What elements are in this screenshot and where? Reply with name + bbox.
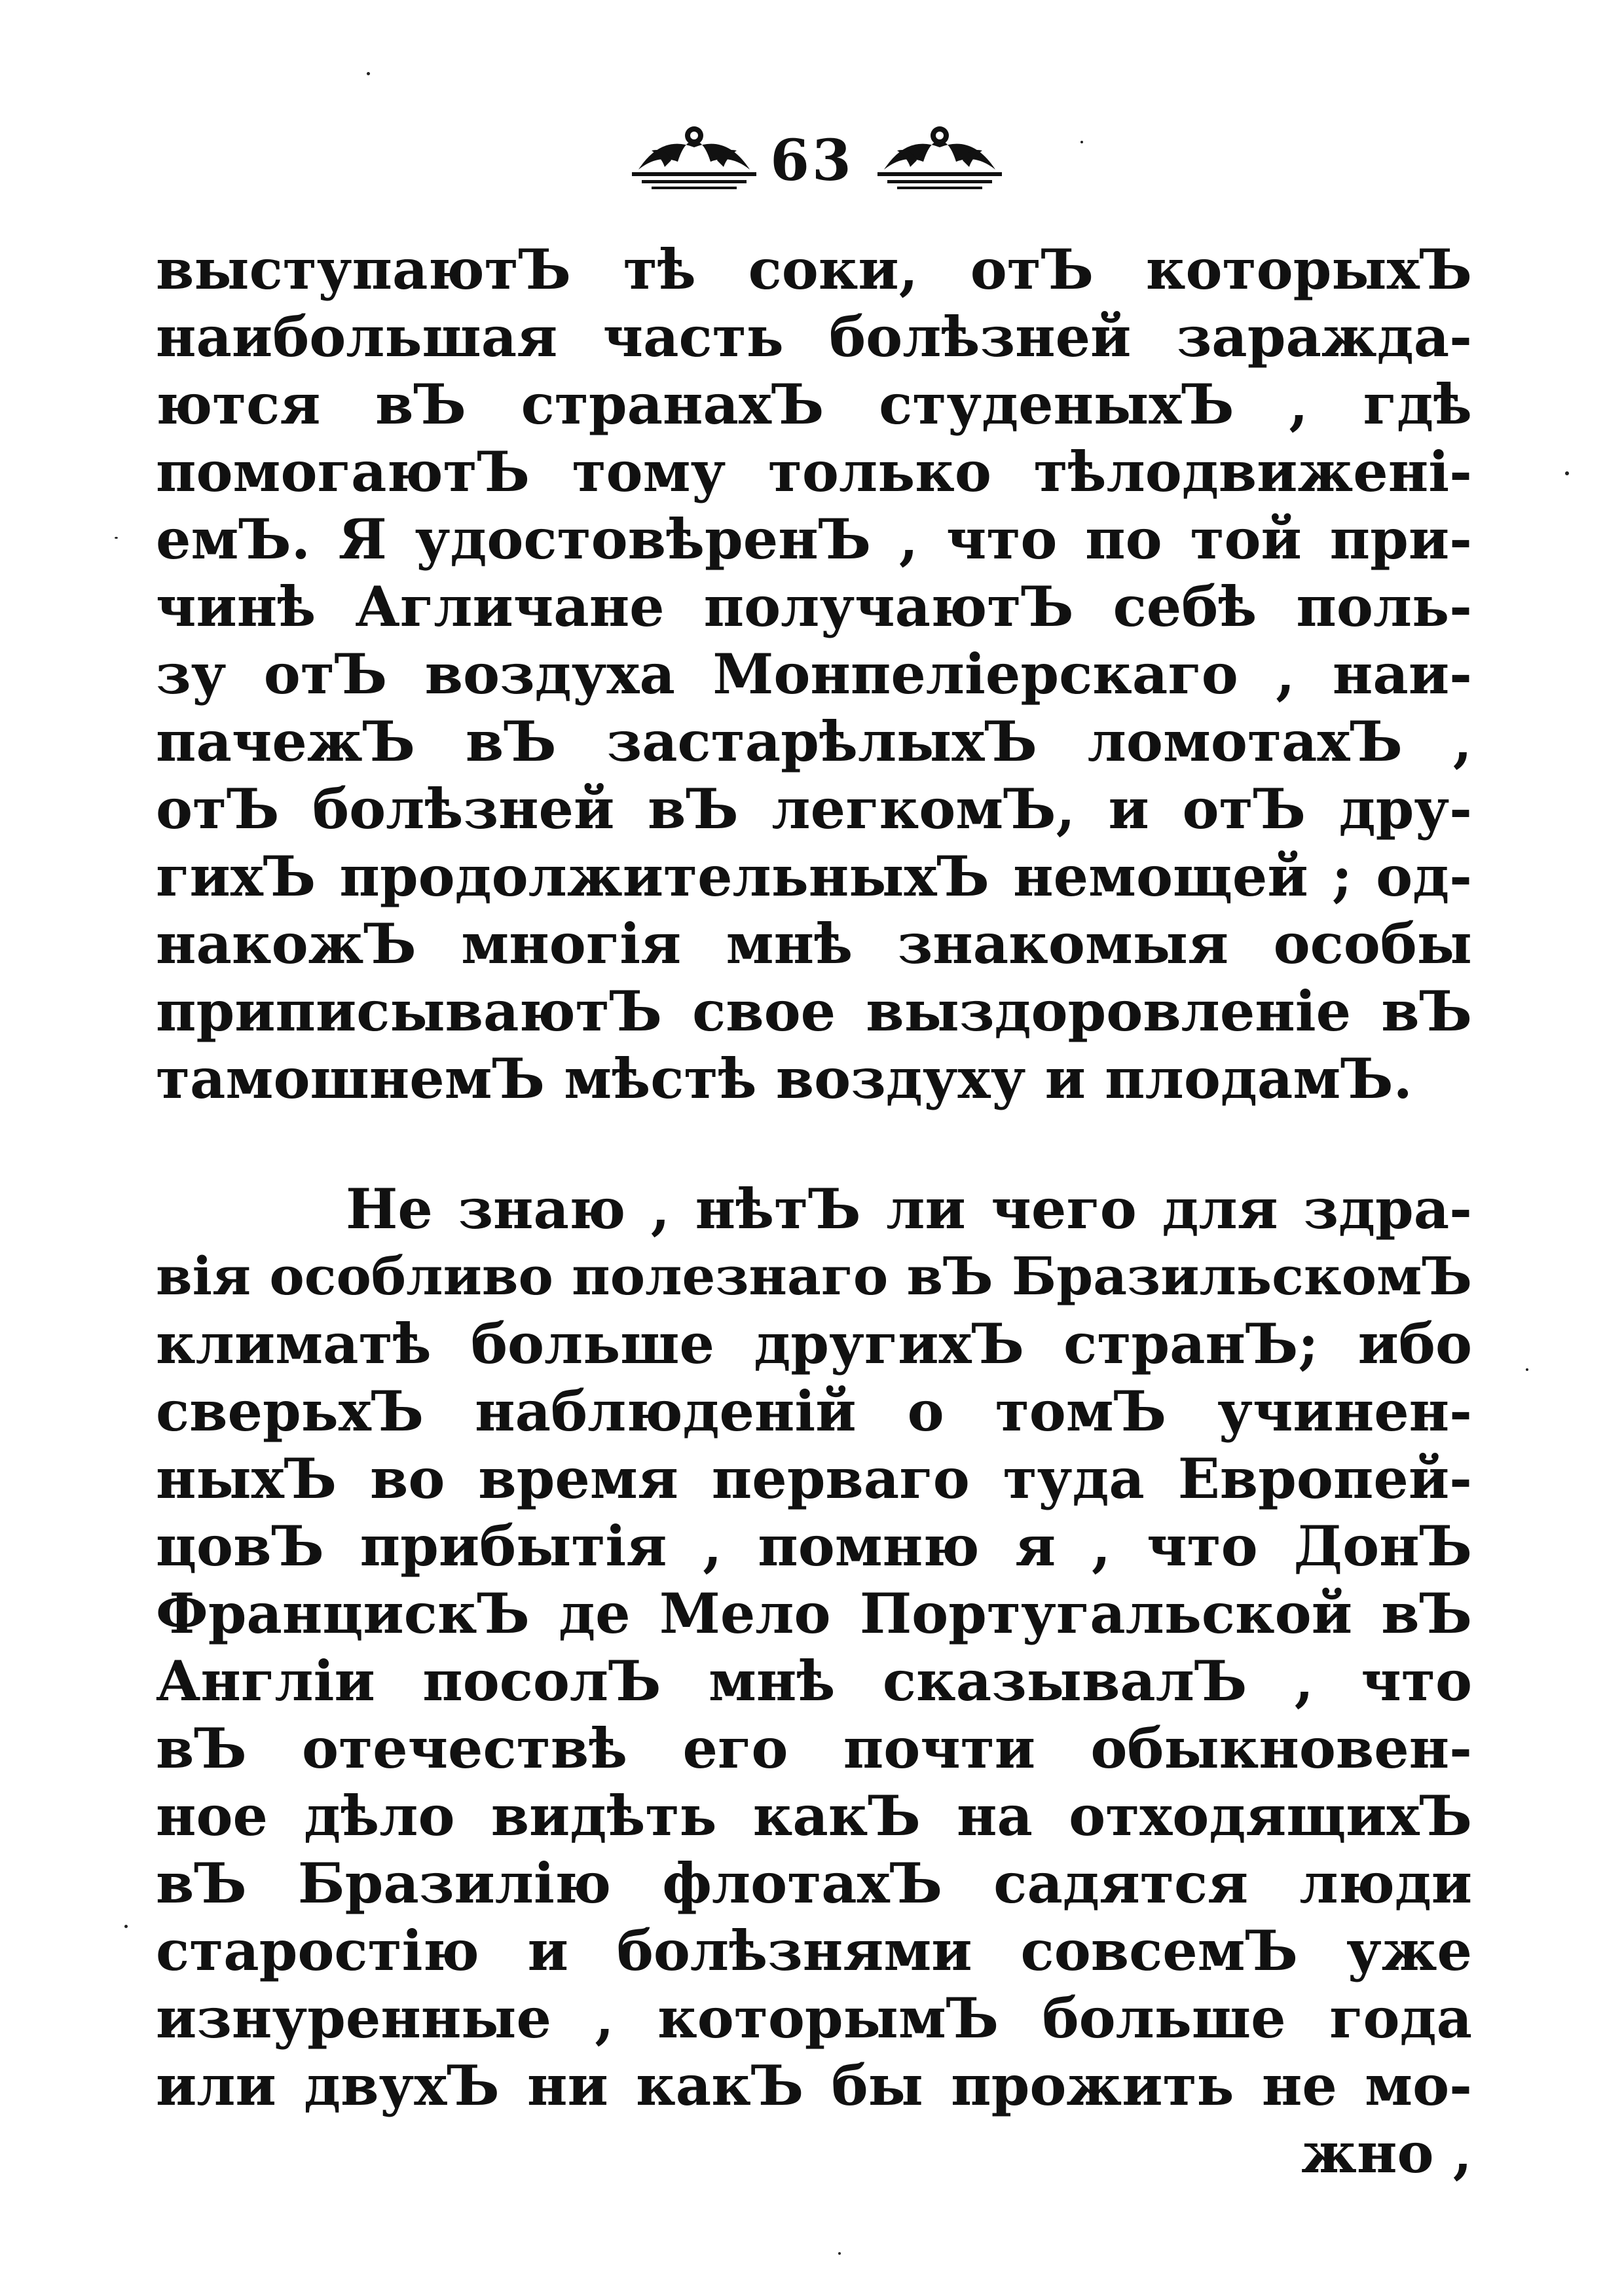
catchword: жно , — [1301, 2121, 1472, 2185]
text-line: ются вЪ странахЪ студеныхЪ , гдѣ — [156, 372, 1472, 437]
text-line: ное дѣло видѣть какЪ на отходящихЪ — [156, 1783, 1472, 1848]
paragraph-2 — [156, 1175, 1472, 2187]
text-line: наибольшая часть болѣзней зараждa- — [156, 304, 1472, 369]
text-line: вЪ Бразилiю флотахЪ садятся люди — [156, 1851, 1472, 1916]
text-line: старостiю и болѣзнями совсемЪ уже — [156, 1918, 1472, 1983]
paragraph-1 — [156, 236, 1472, 1112]
fleuron-ornament-right-icon — [871, 121, 1008, 193]
text-line: климатѣ больше другихЪ странЪ; ибо — [156, 1311, 1472, 1376]
text-line: или двухЪ ни какЪ бы прожить не мо- — [156, 2053, 1472, 2118]
text-line: зу отЪ воздуха Монпелiерскаго , наи- — [156, 642, 1472, 706]
text-line: ныхЪ во время перваго туда Европей- — [156, 1446, 1472, 1511]
text-line: тамошнемЪ мѣстѣ воздуху и плодамЪ. — [156, 1046, 1412, 1111]
page-header — [0, 121, 1624, 193]
text-line: вiя особливо полезнаго вЪ БразильскомЪ — [156, 1245, 1472, 1307]
text-line: выступаютЪ тѣ соки, отЪ которыхЪ — [156, 237, 1472, 302]
text-line: цовЪ прибытiя , помню я , что ДонЪ — [156, 1514, 1472, 1578]
page-number: 63 — [770, 128, 854, 194]
text-line: гихЪ продолжительныхЪ немощей ; од- — [156, 844, 1472, 909]
text-line: изнуренные , которымЪ больше года — [156, 1986, 1472, 2050]
fleuron-ornament-left-icon — [625, 121, 763, 193]
text-line: отЪ болѣзней вЪ легкомЪ, и отЪ дру- — [156, 776, 1472, 841]
text-line: приписываютЪ свое выздоровленiе вЪ — [156, 979, 1472, 1044]
text-line: Не знаю , нѣтЪ ли чего для здра- — [346, 1176, 1472, 1241]
text-line: помогаютЪ тому только тѣлодвиженi- — [156, 439, 1472, 504]
text-line: чинѣ Агличане получаютЪ себѣ поль- — [156, 574, 1472, 639]
text-line: вЪ отечествѣ его почти обыкновен- — [156, 1716, 1472, 1781]
text-line: емЪ. Я удостовѣренЪ , что по той при- — [156, 507, 1472, 572]
text-line: сверьхЪ наблюденiй о томЪ учинен- — [156, 1379, 1472, 1444]
text-line: пачежЪ вЪ застарѣлыхЪ ломотахЪ , — [156, 709, 1472, 774]
text-line: Англiи посолЪ мнѣ сказывалЪ , что — [156, 1649, 1472, 1713]
text-line: ФранцискЪ де Мело Португальской вЪ — [156, 1581, 1472, 1646]
text-line: накожЪ многiя мнѣ знакомыя особы — [156, 911, 1472, 976]
